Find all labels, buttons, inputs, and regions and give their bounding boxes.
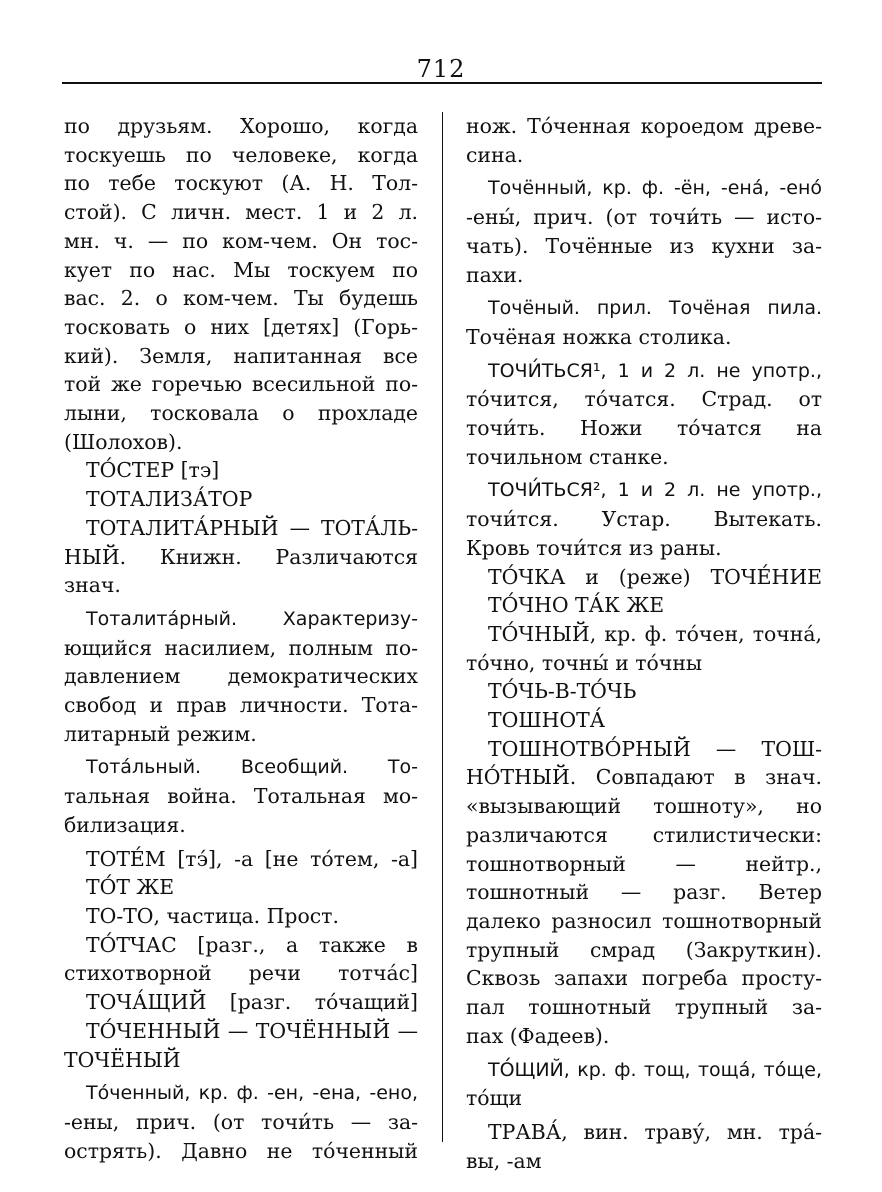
text-line: вас. 2. о ком-чем. Ты будешь [64, 286, 418, 311]
text-line: кует по нас. Мы тоскуем по [64, 257, 418, 282]
text-line: тоскуешь по человеке, когда [64, 142, 418, 167]
text-line: ТРАВА́, вин. траву́, мн. тра́- [488, 1119, 822, 1144]
text-line: Точёный. прил. Точёная пила. [488, 297, 822, 320]
text-line: сина. [466, 142, 524, 167]
text-line: трупный смрад (Закруткин). [466, 937, 822, 962]
text-line: ТОТЕ́М [тэ́], -а [не то́тем, -а] [86, 846, 418, 871]
text-line: лыни, тосковала о прохладе [64, 401, 418, 426]
text-line: ТО́ТЧАС [разг., а также в [86, 932, 418, 957]
text-line: ТОШНОТВО́РНЫЙ — ТОШ- [488, 736, 822, 761]
text-line: вы, -ам [466, 1148, 542, 1173]
text-line: пахи. [466, 262, 524, 287]
text-line: ТОЧИ́ТЬСЯ², 1 и 2 л. не употр., [488, 479, 822, 502]
text-line: той же горечью всесильной по- [64, 372, 418, 397]
text-line: тосковать о них [детях] (Горь- [64, 314, 418, 339]
text-line: стихотворной речи тотча́с] [64, 961, 418, 986]
text-line: тошнотворный — нейтр., [466, 851, 822, 876]
text-line: Тоталита́рный. Характеризу- [86, 607, 418, 630]
left-column [64, 112, 418, 1165]
text-line: ТО́ЧНО ТА́К ЖЕ [488, 593, 665, 618]
text-line: «вызывающий тошноту», но [466, 794, 822, 819]
text-line: НО́ТНЫЙ. Совпадают в знач. [466, 765, 822, 790]
text-line: стой). С личн. мест. 1 и 2 л. [64, 200, 418, 225]
text-line: НЫЙ. Книжн. Различаются [64, 544, 418, 569]
text-line: то́чится, то́чатся. Страд. от [466, 387, 822, 412]
text-line: по друзьям. Хорошо, когда [64, 114, 418, 138]
text-line: точильном станке. [466, 444, 669, 469]
text-line: ющийся насилием, полным по- [64, 635, 418, 660]
text-line: ТОШНОТА́ [488, 708, 606, 733]
text-line: кий). Земля, напитанная все [64, 343, 418, 368]
text-line: свобод и прав личности. Тота- [64, 693, 418, 718]
text-line: ТОЧА́ЩИЙ [разг. то́чащий] [86, 990, 418, 1015]
text-line: (Шолохов). [64, 429, 183, 454]
text-line: давлением демократических [64, 664, 418, 689]
text-line: Точённый, кр. ф. -ён, -ена́, -ено́ [488, 177, 822, 200]
text-line: чать). Точённые из кухни за- [466, 233, 822, 258]
text-line: острять). Давно не то́ченный [64, 1138, 418, 1163]
text-line: Сквозь запахи погреба просту- [466, 966, 822, 991]
page-number: 712 [416, 55, 466, 83]
text-line: мн. ч. — по ком-чем. Он тос- [64, 228, 418, 253]
text-line: ТО́Т ЖЕ [86, 875, 175, 900]
text-line: знач. [64, 573, 121, 598]
text-line: тошнотный — разг. Ветер [466, 880, 822, 905]
text-line: по тебе тоскуют (А. Н. Тол- [64, 171, 418, 196]
text-line: билизация. [64, 812, 186, 837]
text-line: -ены́, прич. (от точи́ть — исто- [466, 205, 822, 230]
text-line: Кровь точи́тся из раны. [466, 535, 722, 560]
right-column [466, 112, 822, 1175]
text-line: ТОТАЛИТА́РНЫЙ — ТОТА́ЛЬ- [86, 515, 418, 540]
text-line: ТО́СТЕР [тэ] [86, 458, 220, 483]
text-line: То́ченный, кр. ф. -ен, -ена, -ено, [86, 1082, 418, 1105]
text-line: точи́ть. Ножи то́чатся на [466, 416, 822, 441]
text-line: -ены, прич. (от точи́ть — за- [64, 1109, 418, 1134]
text-line: то́щи [466, 1086, 523, 1111]
text-line: точи́тся. Устар. Вытекать. [466, 507, 822, 532]
text-line: ТО́ЧКА и (реже) ТОЧЕ́НИЕ [488, 564, 822, 589]
text-line: ТОТАЛИЗА́ТОР [86, 487, 253, 512]
text-line: ТО́ЧНЫЙ, кр. ф. то́чен, точна́, [488, 621, 822, 646]
header-rule [62, 82, 822, 84]
text-line: ТО́ЩИЙ, кр. ф. тощ, тоща́, то́ще, [488, 1058, 822, 1081]
text-line: далеко разносил тошнотворный [466, 908, 822, 933]
text-line: ТО́ЧЕННЫЙ — ТОЧЁННЫЙ — [86, 1018, 418, 1043]
text-line: ТОЧИ́ТЬСЯ¹, 1 и 2 л. не употр., [488, 359, 822, 382]
text-line: Тота́льный. Всеобщий. То- [86, 756, 418, 779]
text-line: литарный режим. [64, 721, 257, 746]
text-line: ТОЧЁНЫЙ [64, 1047, 181, 1072]
text-line: Точёная ножка столика. [466, 324, 732, 349]
text-line: то́чно, точны́ и то́чны [466, 650, 703, 675]
text-line: ТО́ЧЬ-В-ТО́ЧЬ [488, 679, 637, 704]
text-line: нож. То́ченная короедом древе- [466, 114, 822, 138]
text-line: пах (Фадеев). [466, 1023, 610, 1048]
text-line: тальная война. Тотальная мо- [64, 784, 418, 809]
text-line: пал тошнотный трупный за- [466, 995, 822, 1020]
text-line: ТО-ТО, частица. Прост. [86, 903, 339, 928]
text-line: различаются стилистически: [466, 822, 822, 847]
column-divider [442, 112, 443, 1142]
